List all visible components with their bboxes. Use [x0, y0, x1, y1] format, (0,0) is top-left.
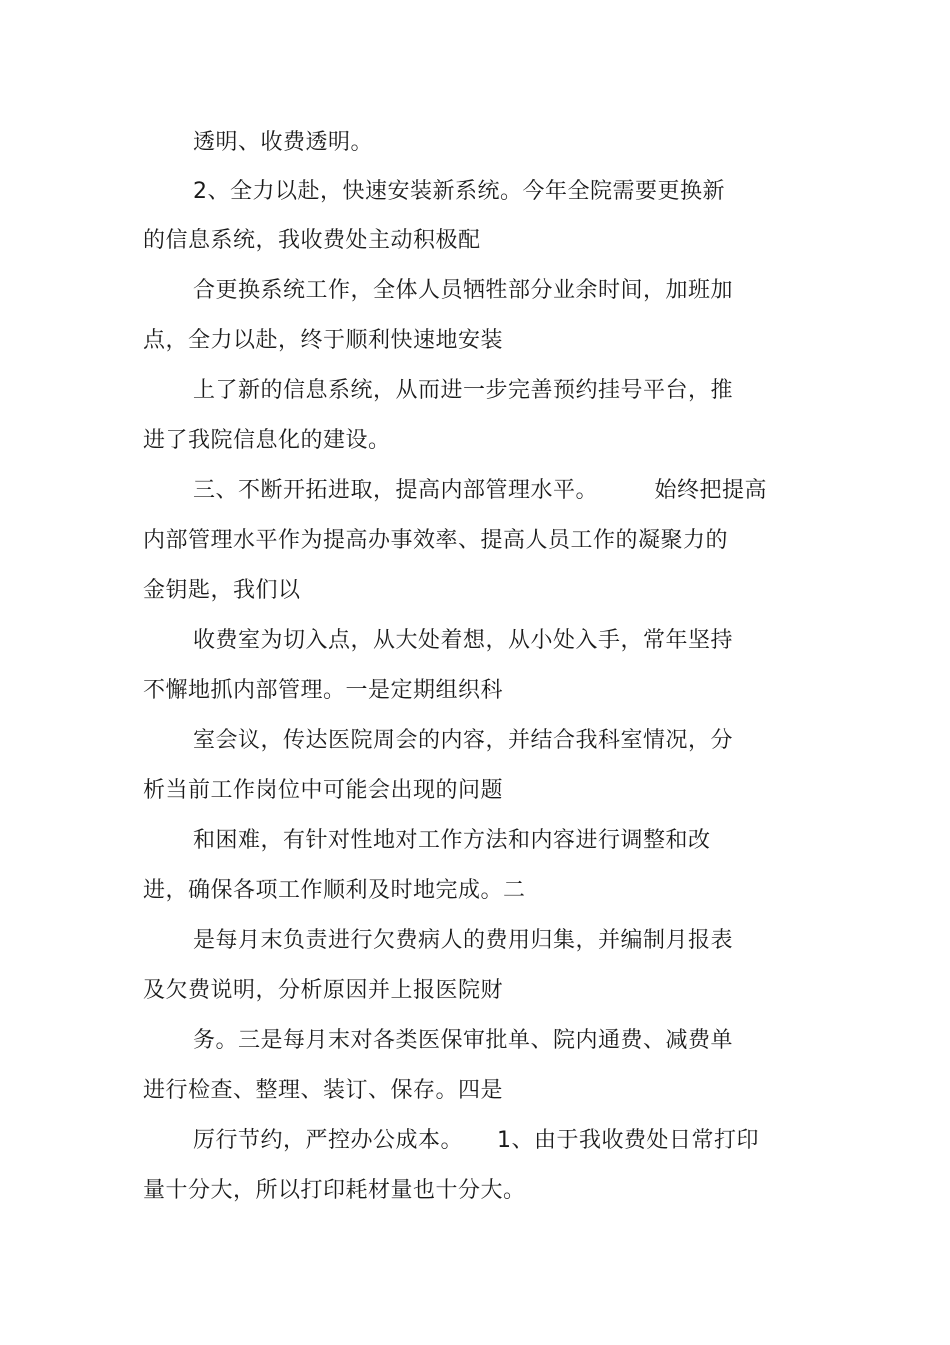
text-line: 收费室为切入点，从大处着想，从小处入手，常年坚持 [193, 628, 734, 653]
text-line: 金钥匙，我们以 [143, 578, 301, 603]
text-line: 内部管理水平作为提高办事效率、提高人员工作的凝聚力的 [143, 528, 729, 553]
text-line: 是每月末负责进行欠费病人的费用归集，并编制月报表 [193, 928, 734, 953]
text-line: 及欠费说明，分析原因并上报医院财 [143, 978, 504, 1003]
text-line: 进行检查、整理、装订、保存。四是 [143, 1078, 504, 1103]
text-line: 析当前工作岗位中可能会出现的问题 [143, 778, 504, 803]
section-heading-line: 三、不断开拓进取，提高内部管理水平。 始终把提高 [193, 478, 768, 503]
text-line: 厉行节约，严控办公成本。 1、由于我收费处日常打印 [193, 1128, 759, 1153]
text-line: 量十分大，所以打印耗材量也十分大。 [143, 1178, 526, 1203]
text-line: 不懈地抓内部管理。一是定期组织科 [143, 678, 504, 703]
text-line: 室会议，传达医院周会的内容，并结合我科室情况，分 [193, 728, 734, 753]
text-line: 上了新的信息系统，从而进一步完善预约挂号平台，推 [193, 378, 734, 403]
text-line: 进，确保各项工作顺利及时地完成。二 [143, 878, 526, 903]
text-line: 合更换系统工作，全体人员牺牲部分业余时间，加班加 [193, 278, 734, 303]
text-line: 点，全力以赴，终于顺利快速地安装 [143, 328, 504, 353]
text-line: 2、全力以赴，快速安装新系统。今年全院需要更换新 [193, 179, 725, 204]
text-line: 和困难，有针对性地对工作方法和内容进行调整和改 [193, 828, 711, 853]
text-line: 进了我院信息化的建设。 [143, 428, 391, 453]
text-line: 透明、收费透明。 [193, 130, 374, 155]
text-line: 务。三是每月末对各类医保审批单、院内通费、减费单 [193, 1028, 734, 1053]
text-line: 的信息系统，我收费处主动积极配 [143, 228, 481, 253]
